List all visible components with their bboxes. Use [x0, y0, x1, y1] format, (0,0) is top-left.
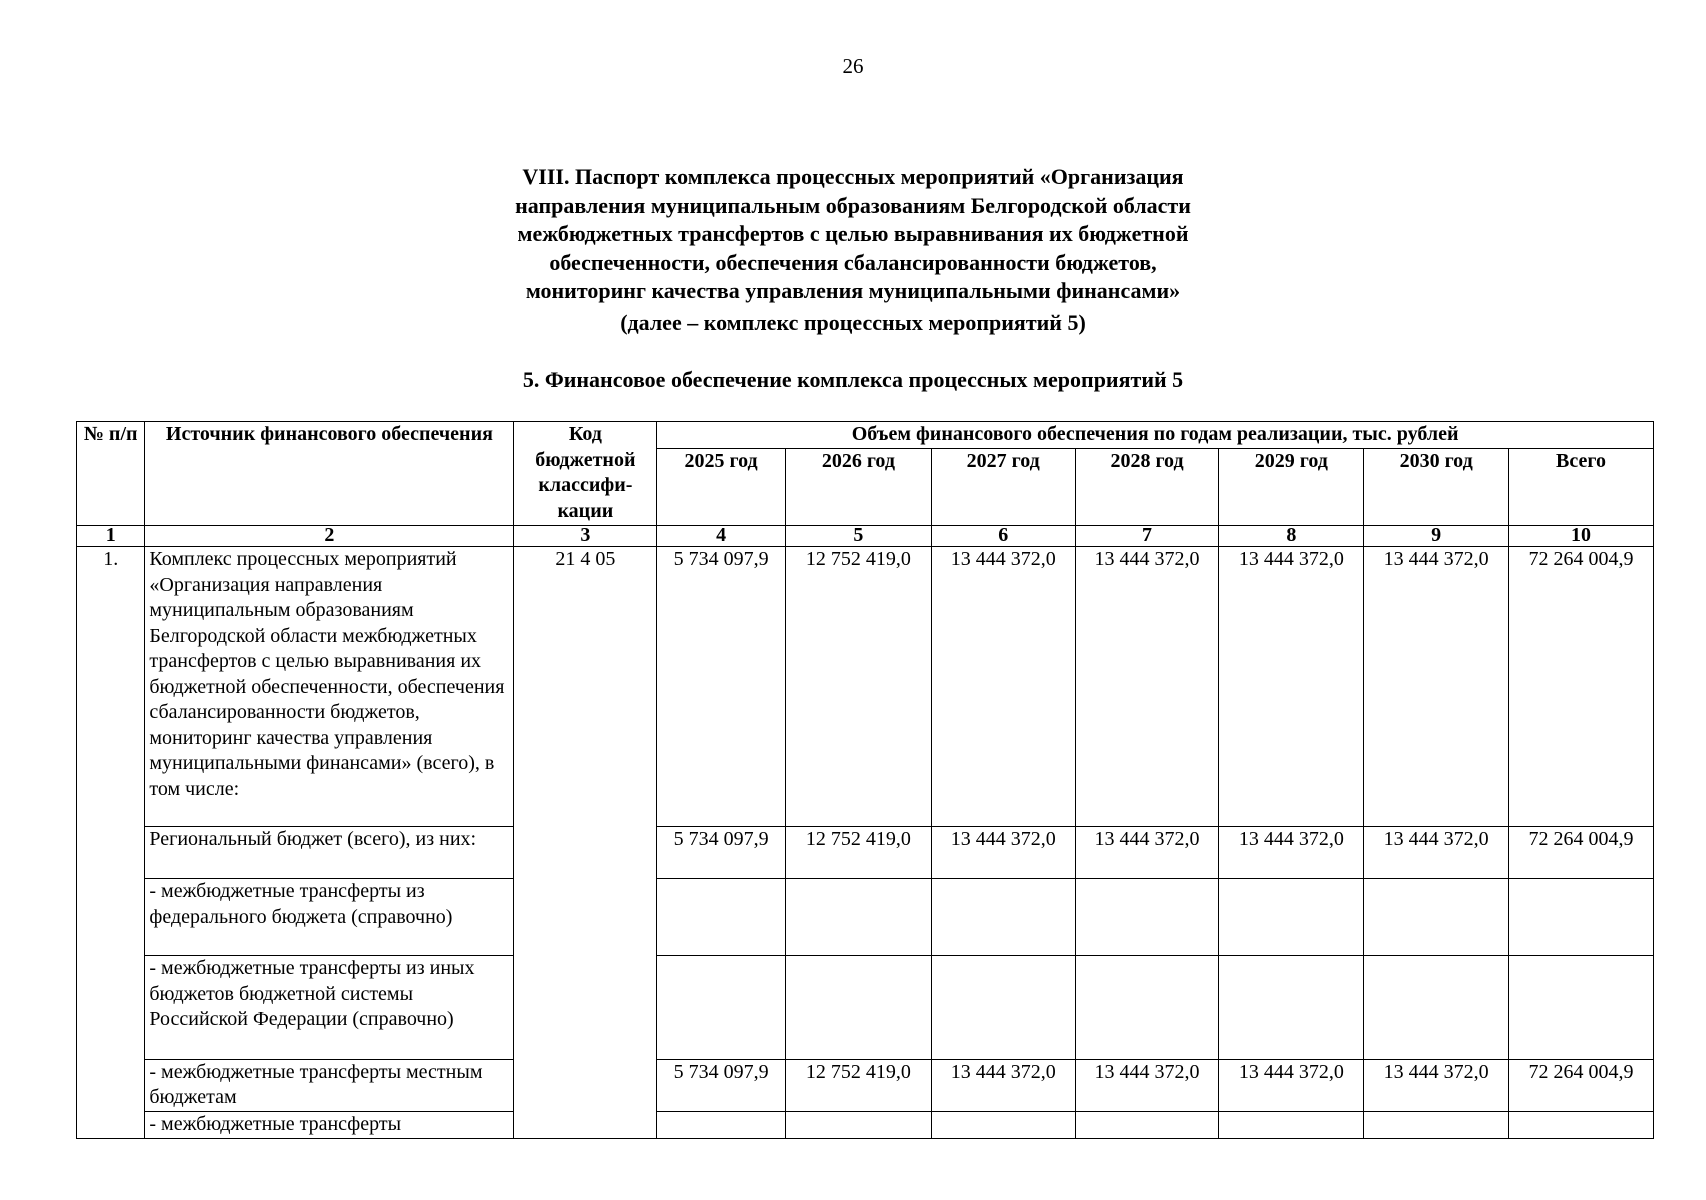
cell-2027 [931, 956, 1075, 1060]
column-number: 6 [931, 526, 1075, 547]
cell-2030 [1364, 1112, 1509, 1139]
row-source: - межбюджетные трансферты [145, 1112, 514, 1139]
column-number: 9 [1364, 526, 1509, 547]
title-line: (далее – комплекс процессных мероприятий 5) [620, 309, 1086, 335]
cell-2028 [1075, 956, 1219, 1060]
cell-total [1509, 956, 1654, 1060]
cell-2026: 12 752 419,0 [785, 1059, 931, 1111]
cell-2025: 5 734 097,9 [657, 547, 786, 827]
row-source: Комплекс процессных мероприятий «Организация направления муниципальным образованиям Белгородской области межбюджетных трансфертов с целью выравнивания их бюджетной обеспеченности, обеспечения сбалансированности бюджетов, мониторинг качества управления муниципальными финансами» (всего), в том числе: [145, 547, 514, 827]
cell-2025 [657, 1112, 786, 1139]
cell-2025 [657, 879, 786, 956]
cell-total: 72 264 004,9 [1509, 826, 1654, 878]
column-number: 2 [145, 526, 514, 547]
cell-2028 [1075, 1112, 1219, 1139]
cell-2025 [657, 956, 786, 1060]
cell-2030: 13 444 372,0 [1364, 547, 1509, 827]
title-line: VIII. Паспорт комплекса процессных мероприятий «Организация [522, 164, 1184, 189]
cell-2027: 13 444 372,0 [931, 826, 1075, 878]
cell-2027: 13 444 372,0 [931, 547, 1075, 827]
document-title [0, 163, 1706, 337]
section-subtitle: 5. Финансовое обеспечение комплекса процессных мероприятий 5 [522, 367, 1184, 392]
cell-2030: 13 444 372,0 [1364, 1059, 1509, 1111]
row-source: - межбюджетные трансферты местным бюджетам [145, 1059, 514, 1111]
cell-2028: 13 444 372,0 [1075, 1059, 1219, 1111]
title-line: обеспеченности, обеспечения сбалансированности бюджетов, [549, 249, 1157, 275]
cell-2028 [1075, 879, 1219, 956]
header-code: Код бюджетной классифи- кации [514, 422, 657, 526]
cell-total: 72 264 004,9 [1509, 1059, 1654, 1111]
row-source: - межбюджетные трансферты из иных бюджетов бюджетной системы Российской Федерации (справочно) [145, 956, 514, 1060]
column-number: 8 [1219, 526, 1364, 547]
cell-2029: 13 444 372,0 [1219, 547, 1364, 827]
column-number: 7 [1075, 526, 1219, 547]
cell-2030: 13 444 372,0 [1364, 826, 1509, 878]
cell-2029 [1219, 956, 1364, 1060]
table-row [77, 547, 1654, 827]
header-volume: Объем финансового обеспечения по годам реализации, тыс. рублей [657, 422, 1654, 449]
header-year: 2030 год [1364, 448, 1509, 525]
header-num: № п/п [77, 422, 145, 526]
cell-total: 72 264 004,9 [1509, 547, 1654, 827]
page-number: 26 [842, 54, 864, 78]
column-number: 4 [657, 526, 786, 547]
column-number-row [77, 526, 1654, 547]
row-index: 1. [77, 547, 145, 1139]
column-number: 10 [1509, 526, 1654, 547]
row-source: - межбюджетные трансферты из федерального бюджета (справочно) [145, 879, 514, 956]
financing-table [76, 421, 1654, 1139]
cell-2029: 13 444 372,0 [1219, 826, 1364, 878]
table-row [77, 1112, 1654, 1139]
row-source: Региональный бюджет (всего), из них: [145, 826, 514, 878]
cell-2029 [1219, 1112, 1364, 1139]
cell-2027 [931, 879, 1075, 956]
header-year: 2029 год [1219, 448, 1364, 525]
cell-2027: 13 444 372,0 [931, 1059, 1075, 1111]
table-row [77, 879, 1654, 956]
cell-2026 [785, 956, 931, 1060]
cell-2026 [785, 1112, 931, 1139]
cell-2029 [1219, 879, 1364, 956]
header-total: Всего [1509, 448, 1654, 525]
cell-2028: 13 444 372,0 [1075, 547, 1219, 827]
table-row [77, 956, 1654, 1060]
cell-2027 [931, 1112, 1075, 1139]
cell-2026: 12 752 419,0 [785, 547, 931, 827]
title-line: направления муниципальным образованиям Белгородской области [515, 192, 1191, 218]
cell-total [1509, 1112, 1654, 1139]
cell-2025: 5 734 097,9 [657, 826, 786, 878]
header-year: 2027 год [931, 448, 1075, 525]
column-number: 3 [514, 526, 657, 547]
cell-2029: 13 444 372,0 [1219, 1059, 1364, 1111]
cell-2030 [1364, 879, 1509, 956]
cell-2025: 5 734 097,9 [657, 1059, 786, 1111]
cell-2026 [785, 879, 931, 956]
cell-2030 [1364, 956, 1509, 1060]
column-number: 1 [77, 526, 145, 547]
header-source: Источник финансового обеспечения [145, 422, 514, 526]
header-year: 2025 год [657, 448, 786, 525]
table-row [77, 1059, 1654, 1111]
table-row [77, 826, 1654, 878]
header-year: 2026 год [785, 448, 931, 525]
cell-2026: 12 752 419,0 [785, 826, 931, 878]
column-number: 5 [785, 526, 931, 547]
title-line: межбюджетных трансфертов с целью выравнивания их бюджетной [517, 221, 1189, 246]
row-code: 21 4 05 [514, 547, 657, 1139]
header-year: 2028 год [1075, 448, 1219, 525]
title-line: мониторинг качества управления муниципальными финансами» [525, 278, 1181, 303]
cell-2028: 13 444 372,0 [1075, 826, 1219, 878]
cell-total [1509, 879, 1654, 956]
